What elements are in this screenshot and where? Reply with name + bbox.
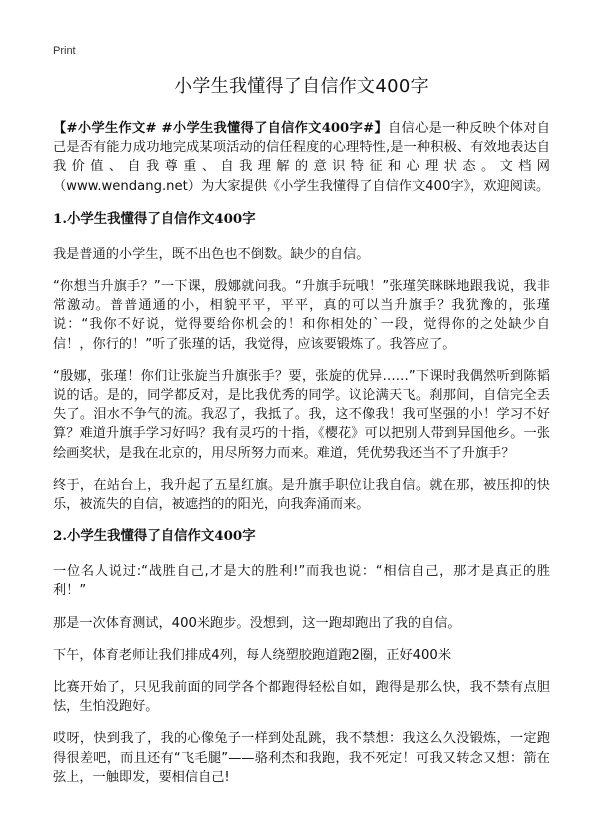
section-heading: 1.小学生我懂得了自信作文400字: [53, 210, 256, 227]
section-2: [53, 527, 550, 787]
body-paragraph: 终于，在站台上，我升起了五星红旗。是升旗手职位让我自信。就在那，被压抑的快乐，被流失的自信，被遮挡的的阳光，向我奔涌而来。: [53, 477, 550, 513]
body-paragraph: 一位名人说过:“战胜自己,才是大的胜利!”而我也说：“相信自己，那才是真正的胜利！”: [53, 564, 550, 599]
body-paragraph: 我是普通的小学生，既不出色也不倒数。缺少的自信。: [53, 246, 370, 262]
intro-text: 自信心是一种反映个体对自己是否有能力成功地完成某项活动的信任程度的心理特性,是一种积极、有效地表达自我价值、自我尊重、自我理解的意识特征和心理状态。文档网（www.wendang.net）为大家提供《小学生我懂得了自信作文400字》，欢迎阅读。: [53, 121, 550, 194]
body-paragraph: 比赛开始了，只见我前面的同学各个都跑得轻松自如，跑得是那么快，我不禁有点胆怯，生怕没跑好。: [53, 680, 550, 715]
intro-paragraph: [53, 119, 550, 196]
body-paragraph: 哎呀，快到我了，我的心像兔子一样到处乱跳，我不禁想：我这么久没锻炼，一定跑得很差吧，而且还有“飞毛腿”——骆利杰和我跑，我不死定！可我又转念又想：箭在弦上，一触即发，要相信自己!: [53, 731, 550, 785]
document-title: 小学生我懂得了自信作文400字: [174, 76, 429, 97]
section-heading: 2.小学生我懂得了自信作文400字: [53, 528, 256, 545]
print-label: Print: [53, 45, 76, 57]
body-paragraph: “你想当升旗手？”一下课，殷娜就问我。“升旗手玩哦！”张瑾笑眯眯地跟我说，我非常激动。普普通通的小，相貌平平，平平，真的可以当升旗手？我犹豫的，张瑾说：“我你不好说，觉得要给你机会的！和你相处的`一段，觉得你的之处缺少自信！，你行的！”听了张瑾的话，我觉得，应该要锻炼了。我答应了。: [53, 279, 550, 352]
intro-tag: 【#小学生作文# #小学生我懂得了自信作文400字#】: [53, 121, 389, 136]
body-paragraph: “殷娜，张瑾！你们让张旋当升旗张手？要，张旋的优异……”下课时我偶然听到陈韬说的话。是的，同学都反对，是比我优秀的同学。议论满天飞。刹那间，自信完全丢失了。泪水不争气的流。我忍了，我抵了。我，这不像我！我可坚强的小！学习不好算？难道升旗手学习好吗？我有灵巧的十指，《樱花》可以把别人带到异国他乡。一张绘画奖状，是我在北京的，用尽所努力而来。难道，凭优势我还当不了升旗手？: [53, 368, 550, 461]
body-paragraph: 下午，体育老师让我们排成4列，每人绕塑胶跑道跑2圈，正好400米: [53, 647, 452, 663]
section-1: [53, 210, 550, 514]
body-paragraph: 那是一次体育测试，400米跑步。没想到，这一跑却跑出了我的自信。: [53, 615, 461, 631]
